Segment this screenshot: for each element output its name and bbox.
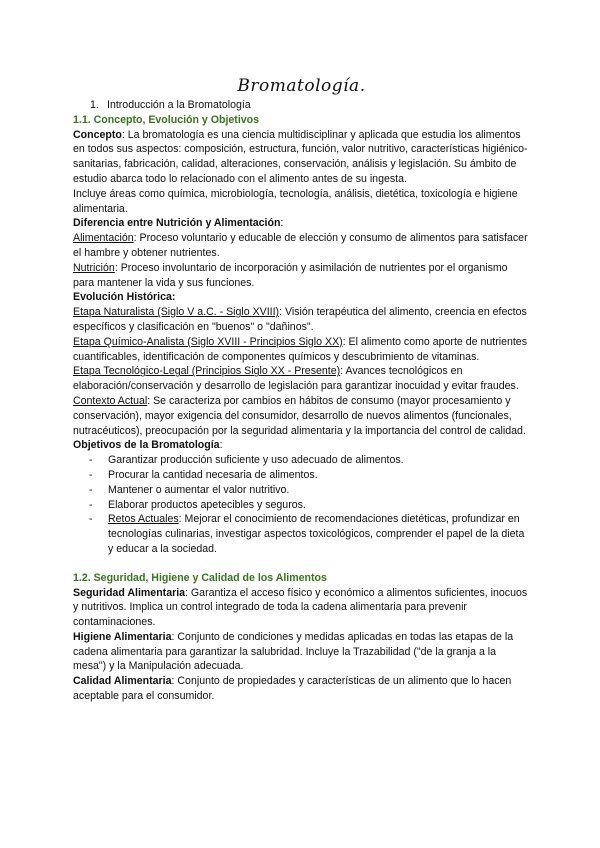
etapa-label: Etapa Tecnológico-Legal (Principios Siglo XX - Presente) [73, 365, 341, 378]
dash-bullet: - [89, 483, 93, 496]
numbered-list-item [73, 98, 530, 113]
section-heading-1-2: 1.2. Seguridad, Higiene y Calidad de los Alimentos [73, 571, 327, 584]
etapa-text: : Avances tecnológicos en elaboración/conservación y desarrollo de legislación para garantizar inocuidad y evitar fraudes. [73, 365, 519, 393]
areas-paragraph: Incluye áreas como química, microbiología, tecnología, análisis, dietética, toxicología e higiene alimentaria. [73, 187, 518, 215]
contexto-text: : Se caracteriza por cambios en hábitos de consumo (mayor procesamiento y conservación), mayor exigencia del consumidor, desarrollo de nuevos alimentos (funcionales, nutracéuticos), preocupación por la seguridad alimentaria y la importancia del control de calidad. [73, 394, 526, 437]
nutricion-paragraph [73, 261, 530, 291]
evolucion-heading [73, 290, 530, 305]
seguridad-label: Seguridad Alimentaria [73, 586, 186, 599]
nutricion-label: Nutrición [73, 261, 115, 274]
diferencia-label: Diferencia entre Nutrición y Alimentación [73, 217, 281, 230]
calidad-label: Calidad Alimentaria [73, 675, 172, 688]
etapa-label: Etapa Químico-Analista (Siglo XVIII - Principios Siglo XX) [73, 335, 343, 348]
higiene-label: Higiene Alimentaria [73, 630, 172, 643]
evolucion-label: Evolución Histórica: [73, 291, 176, 304]
objetivos-label: Objetivos de la Bromatología [73, 439, 220, 452]
dash-bullet: - [89, 454, 93, 467]
etapa-label: Etapa Naturalista (Siglo V a.C. - Siglo XVIII) [73, 306, 280, 319]
section-heading-1-1: 1.1. Concepto, Evolución y Objetivos [73, 113, 260, 126]
contexto-label: Contexto Actual [73, 394, 148, 407]
concepto-label: Concepto [73, 128, 122, 141]
list-item [89, 512, 530, 556]
contexto-paragraph [73, 394, 530, 438]
higiene-paragraph [73, 630, 530, 674]
section-spacer [73, 557, 530, 571]
list-item: - Procurar la cantidad necesaria de alimentos. [89, 468, 318, 481]
list-number: 1. [90, 99, 99, 111]
higiene-text: : Conjunto de condiciones y medidas aplicadas en todas las etapas de la cadena alimentaria para garantizar la salubridad. Incluye la Trazabilidad ("de la granja a la mesa") y la Manipulación adecuada. [73, 630, 514, 673]
dash-bullet: - [89, 498, 93, 511]
etapa-text: : El alimento como aporte de nutrientes cuantificables, identificación de componentes químicos y descubrimiento de vitaminas. [73, 335, 527, 363]
seguridad-paragraph [73, 586, 530, 630]
dash-bullet: - [89, 513, 93, 526]
list-item: - Garantizar producción suficiente y uso adecuado de alimentos. [89, 454, 404, 467]
objetivos-heading: Objetivos de la Bromatología: [73, 439, 223, 452]
diferencia-heading: Diferencia entre Nutrición y Alimentación: [73, 217, 284, 230]
concepto-paragraph [73, 128, 530, 187]
list-item: - Mantener o aumentar el valor nutritivo. [89, 483, 290, 496]
objetivos-list [73, 453, 530, 557]
alimentacion-text: : Proceso voluntario y educable de elección y consumo de alimentos para satisfacer el hambre y obtener nutrientes. [73, 232, 528, 259]
calidad-paragraph [73, 674, 530, 704]
nutricion-text: : Proceso involuntario de incorporación y asimilación de nutrientes por el organismo para mantener la vida y sus funciones. [73, 261, 508, 289]
retos-label: Retos Actuales [108, 513, 179, 526]
retos-text: : Mejorar el conocimiento de recomendaciones dietéticas, profundizar en tecnologías culinarias, investigar aspectos toxicológicos, comprender el papel de la dieta y educar a la sociedad. [108, 513, 525, 555]
list-item: - Elaborar productos apetecibles y seguros. [89, 498, 306, 511]
seguridad-text: : Garantiza el acceso físico y económico a alimentos suficientes, inocuos y nutritivos. Implica un control integrado de toda la cadena alimentaria para prevenir contaminaciones. [73, 586, 528, 629]
dash-bullet: - [89, 468, 93, 481]
list-item-text: Introducción a la Bromatología [107, 99, 251, 111]
etapa-paragraph [73, 305, 530, 335]
concepto-text: : La bromatología es una ciencia multidisciplinar y aplicada que estudia los alimentos en todos sus aspectos: composición, estructura, función, valor nutritivo, características higiénico-sanitarias, fabricación, calidad, alteraciones, conservación, análisis y legislación. Su ámbito de estudio abarca todo lo relacionado con el alimento antes de su ingesta. [73, 128, 528, 185]
etapa-text: : Visión terapéutica del alimento, creencia en efectos específicos y clasificación en "buenos" o "dañinos". [73, 306, 527, 333]
calidad-text: : Conjunto de propiedades y características de un alimento que lo hacen aceptable para el consumidor. [73, 675, 512, 703]
etapa-paragraph [73, 335, 530, 365]
document-title: Bromatología. [237, 76, 366, 96]
alimentacion-paragraph [73, 231, 530, 261]
etapa-paragraph [73, 364, 530, 394]
alimentacion-label: Alimentación [73, 232, 134, 245]
